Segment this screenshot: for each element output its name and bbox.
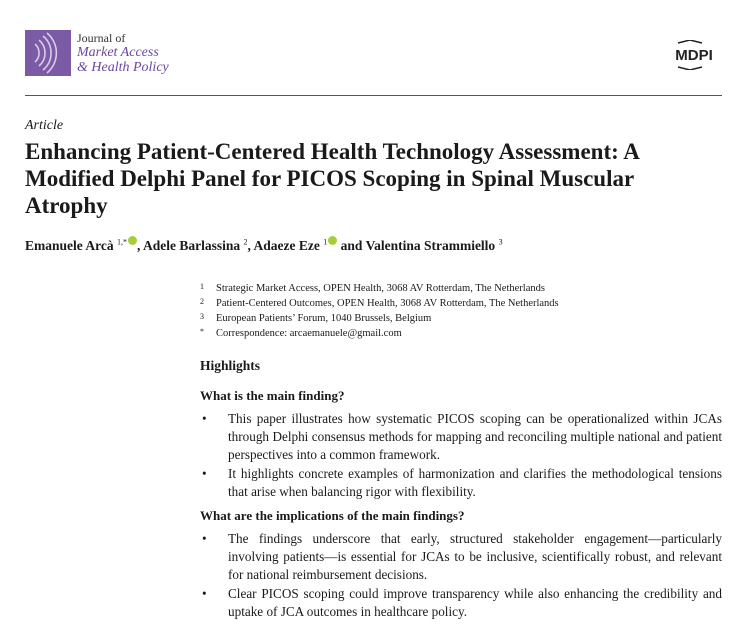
journal-name xyxy=(77,31,169,75)
affiliation-number: 1 xyxy=(200,282,204,291)
affiliation-text: Correspondence: arcaemanuele@gmail.com xyxy=(216,328,402,339)
affiliation-row xyxy=(200,296,559,311)
highlight-question-1: What is the main finding? xyxy=(200,388,345,403)
orcid-icon[interactable] xyxy=(128,236,137,245)
highlights-heading: Highlights xyxy=(200,358,261,373)
author-name[interactable]: Emanuele Arcà xyxy=(25,238,114,253)
affiliation-text: European Patients’ Forum, 1040 Brussels, Belgium xyxy=(216,313,432,324)
affiliation-number: 3 xyxy=(200,312,204,321)
article-type: Article xyxy=(25,118,64,133)
author-name[interactable]: Adaeze Eze xyxy=(253,238,320,253)
bullet-text: Clear PICOS scoping could improve transparency while also enhancing the credibility and uptake of JCA outcomes in healthcare policy. xyxy=(228,586,722,619)
affiliations xyxy=(200,281,559,341)
highlight-bullet xyxy=(200,465,722,501)
bullet-text: The findings underscore that early, structured stakeholder engagement—particularly involving patients—is essential for JCAs to be inclusive, scientifically robust, and relevant for national reimbursement decisions. xyxy=(228,531,722,582)
author-list xyxy=(25,236,503,254)
highlight-bullet xyxy=(200,410,722,464)
author-separator: , xyxy=(137,238,144,253)
sound-wave-icon xyxy=(25,30,71,76)
mdpi-logo-text: MDPI xyxy=(675,47,713,64)
author-separator: and xyxy=(337,238,366,253)
bullet-mark: • xyxy=(202,531,207,546)
bullet-mark: • xyxy=(202,586,207,601)
author-affiliation-mark: 3 xyxy=(498,237,503,247)
mdpi-logo xyxy=(664,40,724,70)
journal-logo xyxy=(25,30,71,76)
affiliation-number: * xyxy=(200,327,204,336)
journal-line-1: Journal of xyxy=(77,31,126,45)
affiliation-number: 2 xyxy=(200,297,204,306)
bullet-mark: • xyxy=(202,411,207,426)
bullet-mark: • xyxy=(202,466,207,481)
affiliation-text: Patient-Centered Outcomes, OPEN Health, 3068 AV Rotterdam, The Netherlands xyxy=(216,298,559,309)
highlight-question-2: What are the implications of the main findings? xyxy=(200,508,465,523)
affiliation-row xyxy=(200,281,559,296)
highlight-bullet xyxy=(200,530,722,584)
bullet-text: This paper illustrates how systematic PICOS scoping can be operationalized within JCAs through Delphi consensus methods for mapping and reconciling multiple national and patient perspectives into a common framework. xyxy=(228,411,722,462)
affiliation-row xyxy=(200,311,559,326)
author-separator: , xyxy=(247,238,254,253)
affiliation-row xyxy=(200,326,559,341)
journal-line-3: & Health Policy xyxy=(77,60,169,75)
bullet-text: It highlights concrete examples of harmonization and clarifies the methodological tensions that arise when balancing rigor with flexibility. xyxy=(228,466,722,499)
article-title: Enhancing Patient-Centered Health Technology Assessment: A Modified Delphi Panel for PICOS Scoping in Spinal Muscular Atrophy xyxy=(25,139,639,218)
author-name[interactable]: Valentina Strammiello xyxy=(365,238,496,253)
author-affiliation-mark: 2 xyxy=(243,237,248,247)
orcid-icon[interactable] xyxy=(328,236,337,245)
author-name[interactable]: Adele Barlassina xyxy=(143,238,241,253)
affiliation-text: Strategic Market Access, OPEN Health, 3068 AV Rotterdam, The Netherlands xyxy=(216,283,545,294)
highlight-bullets-1 xyxy=(200,410,722,502)
author-affiliation-mark: 1,* xyxy=(117,237,127,247)
highlight-bullets-2 xyxy=(200,530,722,622)
highlight-bullet xyxy=(200,585,722,621)
header-divider xyxy=(25,95,722,96)
journal-line-2: Market Access xyxy=(77,45,159,60)
author-affiliation-mark: 1 xyxy=(323,237,328,247)
